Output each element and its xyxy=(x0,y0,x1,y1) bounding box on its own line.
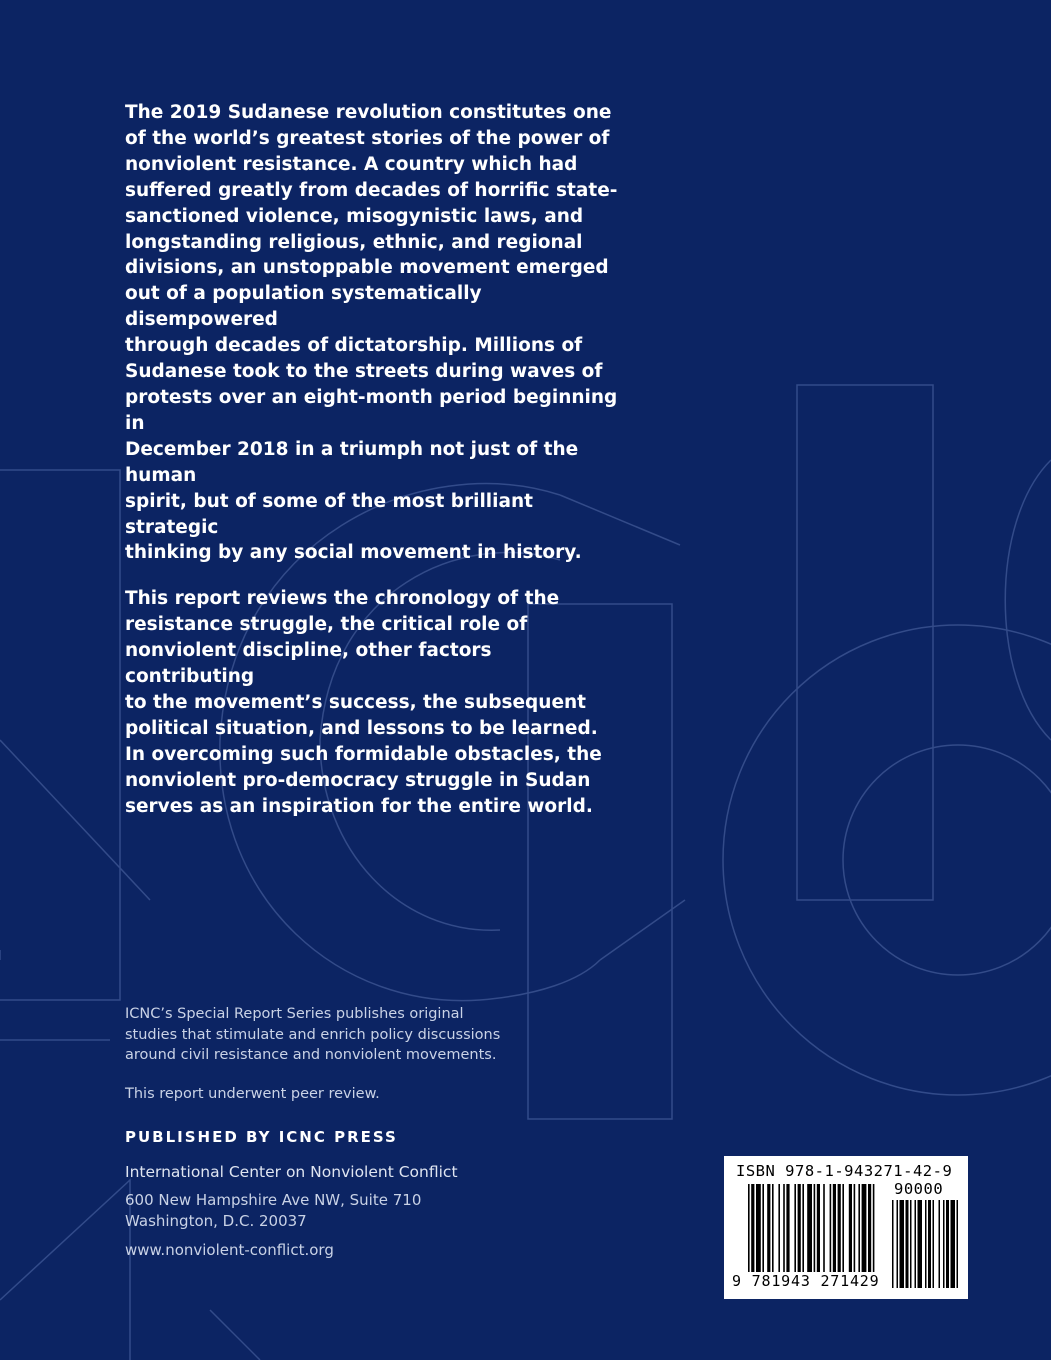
publisher-heading: PUBLISHED BY ICNC PRESS xyxy=(125,1128,398,1146)
organization-address: 600 New Hampshire Ave NW, Suite 710 Washington, D.C. 20037 xyxy=(125,1191,422,1230)
summary-paragraph-1: The 2019 Sudanese revolution constitutes one of the world’s greatest stories of the power of nonviolent resistance. A country which had suffered greatly from decades of horrific state- sanctioned violence, misogynistic laws, and longstanding religious, ethnic, and regional divisions, an unstoppable movement emerged out of a population systematically disempowered through decades of dictatorship. Millions of Sudanese took to the streets during waves of protests over an eight-month period beginning in December 2018 in a triumph not just of the human spirit, but of some of the most brilliant strategic thinking by any social movement in history. xyxy=(125,102,618,564)
organization-name: International Center on Nonviolent Conflict xyxy=(125,1163,458,1181)
isbn-label: ISBN 978-1-943271-42-9 xyxy=(736,1162,953,1180)
barcode-addon-number: 90000 xyxy=(894,1180,944,1198)
website-link[interactable]: www.nonviolent-conflict.org xyxy=(125,1241,334,1259)
isbn-barcode xyxy=(724,1156,968,1299)
barcode-human-readable: 9 781943 271429 xyxy=(732,1272,880,1290)
series-description: ICNC’s Special Report Series publishes original studies that stimulate and enrich policy discussions around civil resistance and nonviolent movements. xyxy=(125,1006,501,1063)
peer-review-note: This report underwent peer review. xyxy=(125,1086,380,1102)
back-cover-summary xyxy=(125,100,620,839)
summary-paragraph-2: This report reviews the chronology of the resistance struggle, the critical role of nonviolent discipline, other factors contributing to the movement’s success, the subsequent political situation, and lessons to be learned. In overcoming such formidable obstacles, the nonviolent pro-democracy struggle in Sudan serves as an inspiration for the entire world. xyxy=(125,588,602,817)
